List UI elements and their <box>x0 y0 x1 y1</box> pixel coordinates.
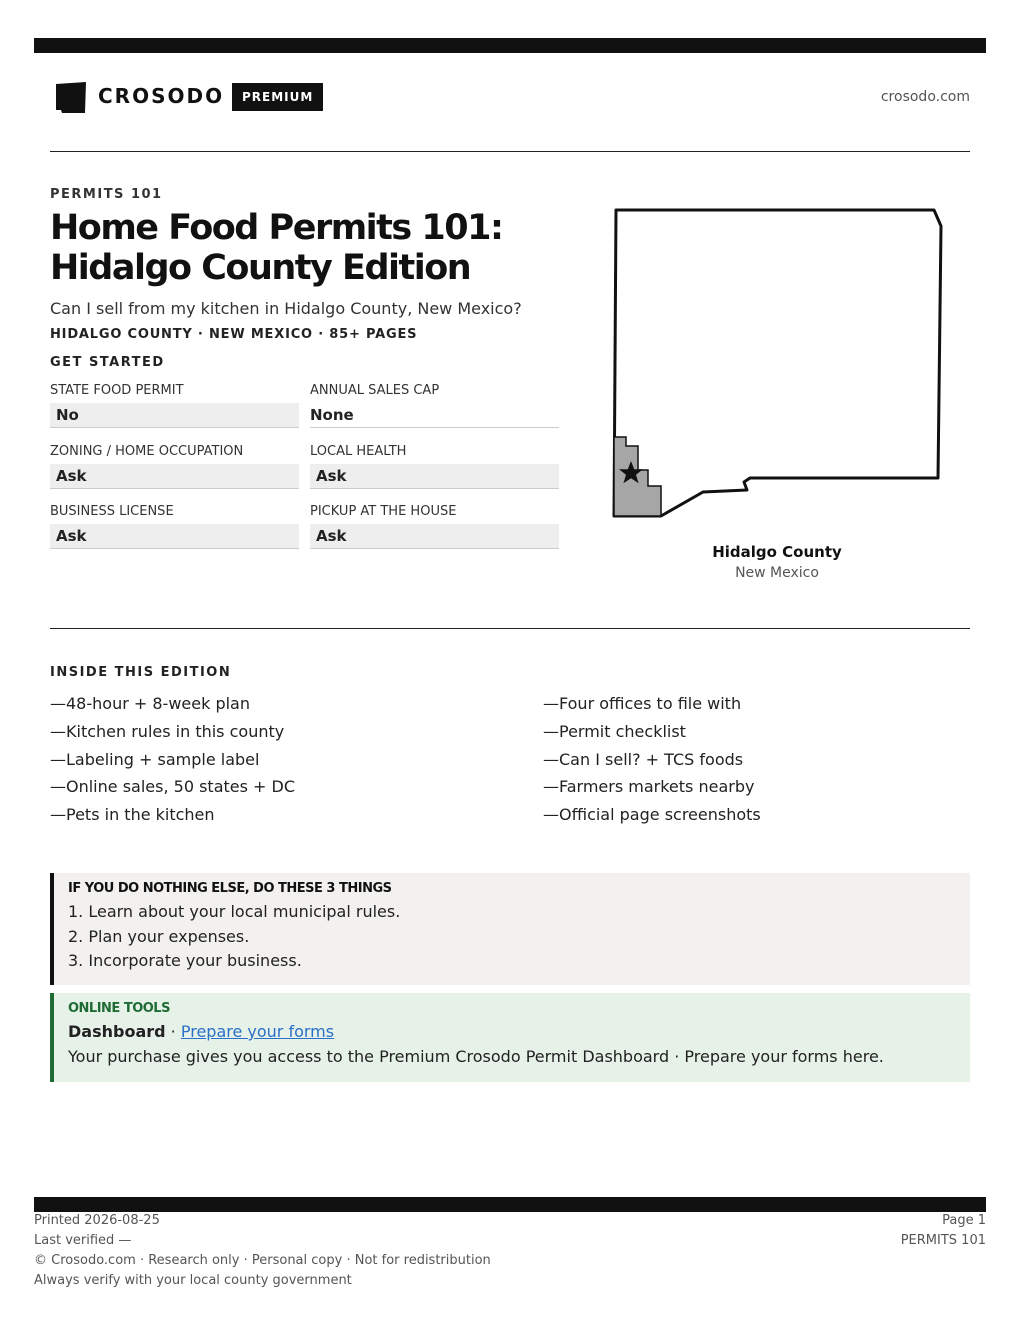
contents-list-right <box>543 690 761 829</box>
prepare-forms-link[interactable]: Prepare your forms <box>180 1022 335 1041</box>
cell-value: Ask <box>310 464 559 489</box>
inside-heading: INSIDE THIS EDITION <box>50 665 232 680</box>
list-item: —Kitchen rules in this county <box>50 721 285 741</box>
list-item: 2. Plan your expenses. <box>68 926 250 946</box>
list-item: —Pets in the kitchen <box>50 805 215 825</box>
section-kicker: PERMITS 101 <box>50 187 163 202</box>
state-food-permit-cell <box>50 382 299 428</box>
cell-label: LOCAL HEALTH <box>310 444 407 459</box>
section-divider <box>50 628 970 629</box>
county-locator-map <box>610 205 946 525</box>
cell-label: PICKUP AT THE HOUSE <box>310 504 457 519</box>
cell-value: Ask <box>50 464 299 489</box>
pickup-cell <box>310 503 559 549</box>
map-state-name: New Mexico <box>735 565 819 581</box>
page-number: Page 1 <box>942 1213 986 1228</box>
list-item: —Farmers markets nearby <box>543 777 755 797</box>
cell-value: Ask <box>310 524 559 549</box>
must-do-callout <box>50 873 970 985</box>
top-bar <box>34 38 986 53</box>
premium-badge: PREMIUM <box>232 83 323 111</box>
business-license-cell <box>50 503 299 549</box>
bottom-bar <box>34 1197 986 1212</box>
header-divider <box>50 151 970 152</box>
list-item: —Labeling + sample label <box>50 749 260 769</box>
new-mexico-outline <box>614 210 941 516</box>
list-item: —Can I sell? + TCS foods <box>543 749 744 769</box>
list-item: —48-hour + 8-week plan <box>50 694 250 713</box>
brand-name: CROSODO <box>98 84 225 108</box>
cell-value: No <box>50 403 299 428</box>
last-verified: Last verified — <box>34 1233 132 1248</box>
local-health-cell <box>310 443 559 489</box>
dashboard-description: Your purchase gives you access to the Premium Crosodo Permit Dashboard · Prepare your forms here. <box>68 1046 884 1066</box>
cell-label: STATE FOOD PERMIT <box>50 383 184 398</box>
zoning-cell <box>50 443 299 489</box>
separator: · <box>165 1022 181 1041</box>
online-tools-heading: ONLINE TOOLS <box>68 1001 170 1016</box>
annual-sales-cap-cell <box>310 382 559 428</box>
must-do-heading: IF YOU DO NOTHING ELSE, DO THESE 3 THINGS <box>68 881 392 896</box>
footer-section: PERMITS 101 <box>900 1233 986 1248</box>
cell-label: ZONING / HOME OCCUPATION <box>50 444 244 459</box>
cell-value: Ask <box>50 524 299 549</box>
map-county-name: Hidalgo County <box>712 543 842 561</box>
dashboard-line <box>68 1020 956 1045</box>
page-title: Home Food Permits 101: Hidalgo County Edition <box>50 208 503 288</box>
footer-right <box>901 1211 986 1251</box>
list-item: 3. Incorporate your business. <box>68 951 302 970</box>
list-item: —Official page screenshots <box>543 805 761 825</box>
contents-list-left <box>50 690 295 829</box>
footer-left <box>34 1211 491 1291</box>
cell-value: None <box>310 403 559 428</box>
new-mexico-logo-icon <box>54 80 88 114</box>
dashboard-label: Dashboard <box>68 1022 166 1041</box>
cell-label: BUSINESS LICENSE <box>50 504 174 519</box>
online-tools-callout <box>50 993 970 1082</box>
copyright: © Crosodo.com · Research only · Personal copy · Not for redistribution <box>34 1253 491 1268</box>
cell-label: ANNUAL SALES CAP <box>310 383 440 398</box>
page-subtitle: Can I sell from my kitchen in Hidalgo County, New Mexico? <box>50 299 522 318</box>
list-item: 1. Learn about your local municipal rules. <box>68 902 401 921</box>
list-item: —Four offices to file with <box>543 694 742 713</box>
site-url[interactable]: crosodo.com <box>880 89 970 105</box>
list-item: —Online sales, 50 states + DC <box>50 777 296 797</box>
disclaimer: Always verify with your local county government <box>34 1273 352 1288</box>
header <box>50 78 970 118</box>
printed-date: Printed 2026-08-25 <box>34 1213 160 1228</box>
list-item: —Permit checklist <box>543 721 686 741</box>
get-started-heading: GET STARTED <box>50 355 165 370</box>
edition-meta: HIDALGO COUNTY · NEW MEXICO · 85+ PAGES <box>50 327 418 342</box>
